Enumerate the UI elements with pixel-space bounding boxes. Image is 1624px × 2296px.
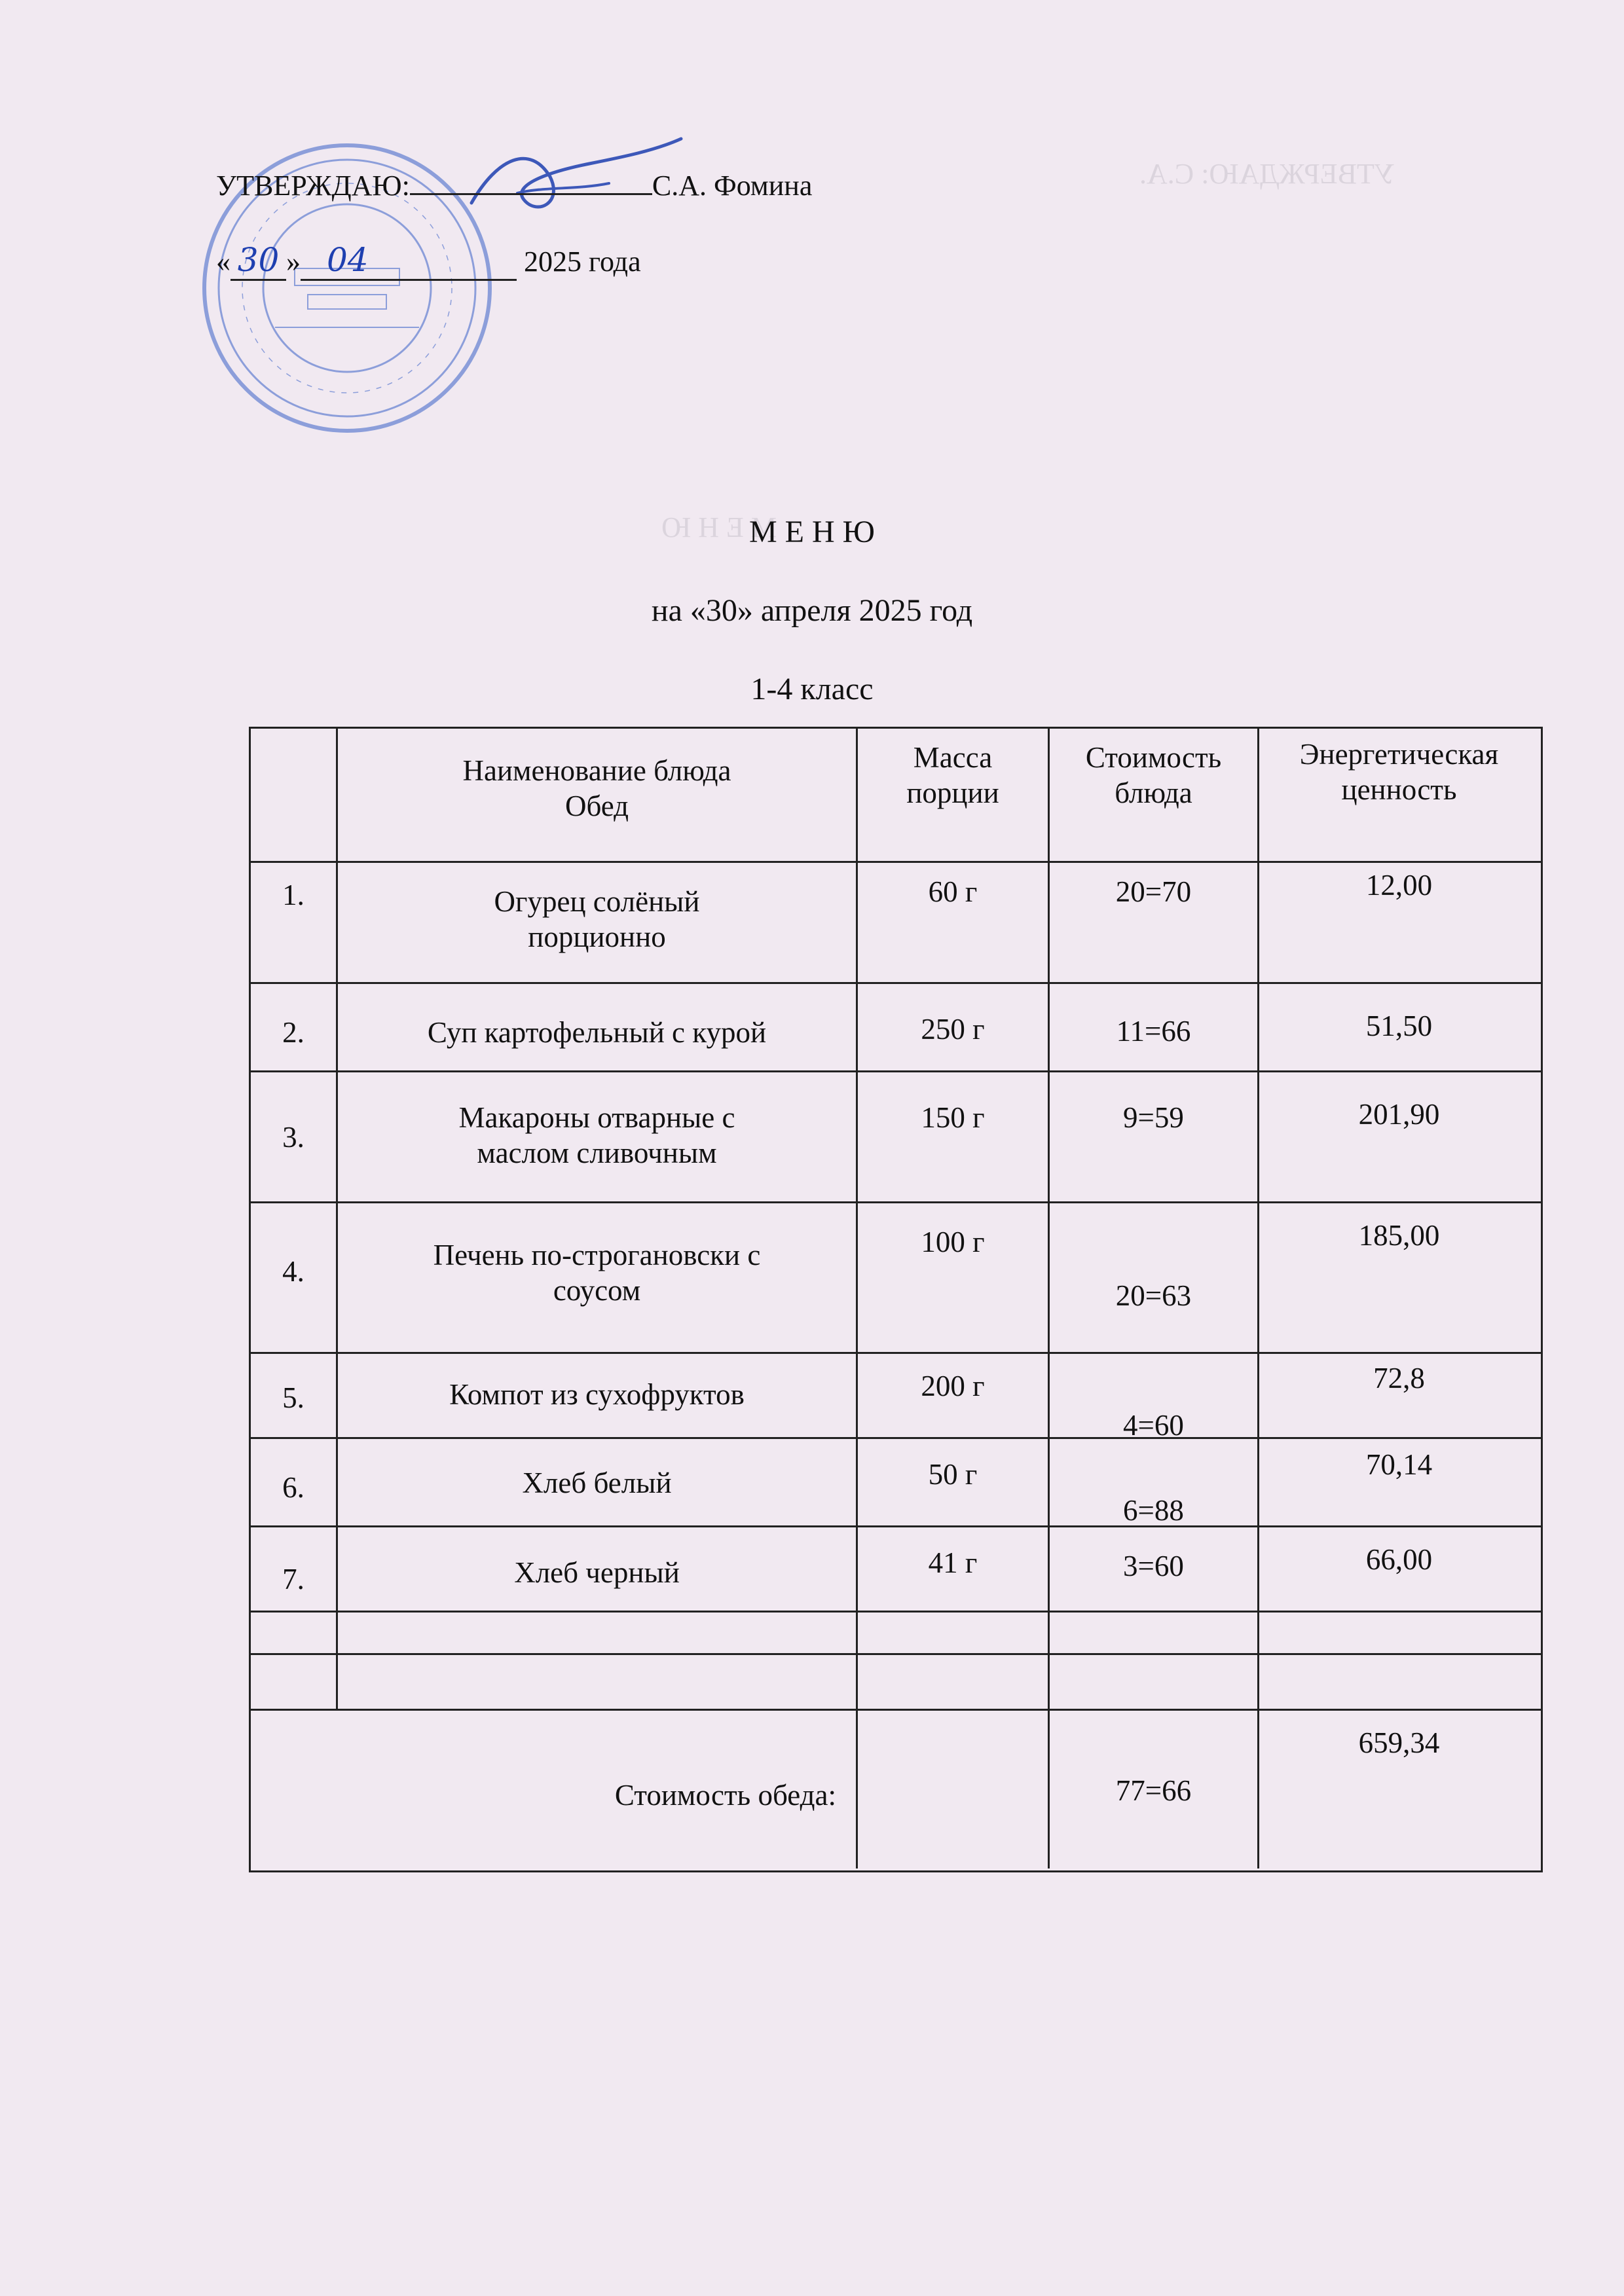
approval-signer: С.А. Фомина: [652, 170, 813, 202]
dish-energy: 70,14: [1365, 1448, 1433, 1481]
total-label: Стоимость обеда:: [614, 1779, 836, 1812]
dish-name: Компот из сухофруктов: [449, 1378, 745, 1411]
row-number: 4.: [282, 1255, 304, 1288]
approval-month: 04: [327, 241, 369, 279]
approval-signer-line: [216, 169, 812, 202]
row-number: 7.: [282, 1563, 304, 1595]
table-rule: [249, 1709, 1541, 1711]
dish-name: Суп картофельный с курой: [427, 1016, 767, 1049]
approval-label: УТВЕРЖДАЮ:: [216, 170, 410, 202]
table-rule: [249, 1611, 1541, 1613]
table-rule: [249, 1653, 1541, 1655]
bleed-through-text: УТВЕРЖДАЮ: С.А.: [1139, 158, 1395, 190]
approval-date-line: « 30 » 04 2025 года: [216, 241, 641, 281]
header-energy: Энергетическая ценность: [1299, 738, 1499, 806]
row-number: 5.: [282, 1381, 304, 1414]
total-cost: 77=66: [1115, 1774, 1192, 1807]
dish-mass: 60 г: [928, 875, 978, 908]
dish-mass: 100 г: [921, 1226, 985, 1258]
row-number: 2.: [282, 1016, 304, 1049]
dish-cost: 3=60: [1123, 1550, 1184, 1582]
dish-name: Огурец солёный порционно: [494, 885, 700, 953]
header-name: Наименование блюда Обед: [462, 754, 731, 822]
dish-mass: 50 г: [928, 1458, 978, 1491]
table-rule: [249, 1437, 1541, 1439]
dish-cost: 20=70: [1115, 875, 1192, 908]
table-rule: [249, 1201, 1541, 1203]
total-energy: 659,34: [1358, 1726, 1440, 1759]
menu-grade: 1-4 класс: [750, 672, 874, 706]
table-rule: [249, 1352, 1541, 1354]
dish-energy: 72,8: [1373, 1362, 1425, 1394]
dish-energy: 66,00: [1365, 1543, 1433, 1576]
dish-mass: 41 г: [928, 1546, 978, 1579]
dish-cost: 11=66: [1116, 1015, 1191, 1048]
header-cost: Стоимость блюда: [1085, 741, 1222, 809]
menu-title: М Е Н Ю: [749, 515, 875, 549]
approval-year: 2025 года: [524, 246, 641, 278]
dish-energy: 12,00: [1365, 869, 1433, 902]
dish-mass: 150 г: [921, 1101, 985, 1134]
table-rule: [249, 861, 1541, 863]
row-number: 3.: [282, 1121, 304, 1154]
dish-energy: 201,90: [1358, 1098, 1440, 1131]
dish-name: Макароны отварные с маслом сливочным: [458, 1101, 735, 1169]
dish-name: Хлеб черный: [514, 1556, 680, 1589]
dish-mass: 250 г: [921, 1013, 985, 1046]
bleed-through-text: М Е Н Ю: [661, 511, 777, 543]
dish-mass: 200 г: [921, 1370, 985, 1402]
row-number: 6.: [282, 1471, 304, 1504]
dish-cost: 9=59: [1123, 1101, 1184, 1134]
header-mass: Масса порции: [906, 741, 999, 809]
approval-day: 30: [237, 241, 280, 279]
dish-name: Печень по-строгановски с соусом: [433, 1239, 761, 1307]
row-number: 1.: [282, 879, 304, 911]
table-rule: [249, 1070, 1541, 1072]
table-rule: [249, 1525, 1541, 1527]
dish-cost: 20=63: [1115, 1279, 1192, 1312]
dish-cost: 4=60: [1123, 1409, 1184, 1442]
dish-name: Хлеб белый: [522, 1467, 672, 1499]
dish-energy: 51,50: [1365, 1010, 1433, 1042]
dish-energy: 185,00: [1358, 1219, 1440, 1252]
menu-date: на «30» апреля 2025 год: [651, 593, 973, 628]
table-rule: [249, 982, 1541, 984]
dish-cost: 6=88: [1123, 1494, 1184, 1527]
